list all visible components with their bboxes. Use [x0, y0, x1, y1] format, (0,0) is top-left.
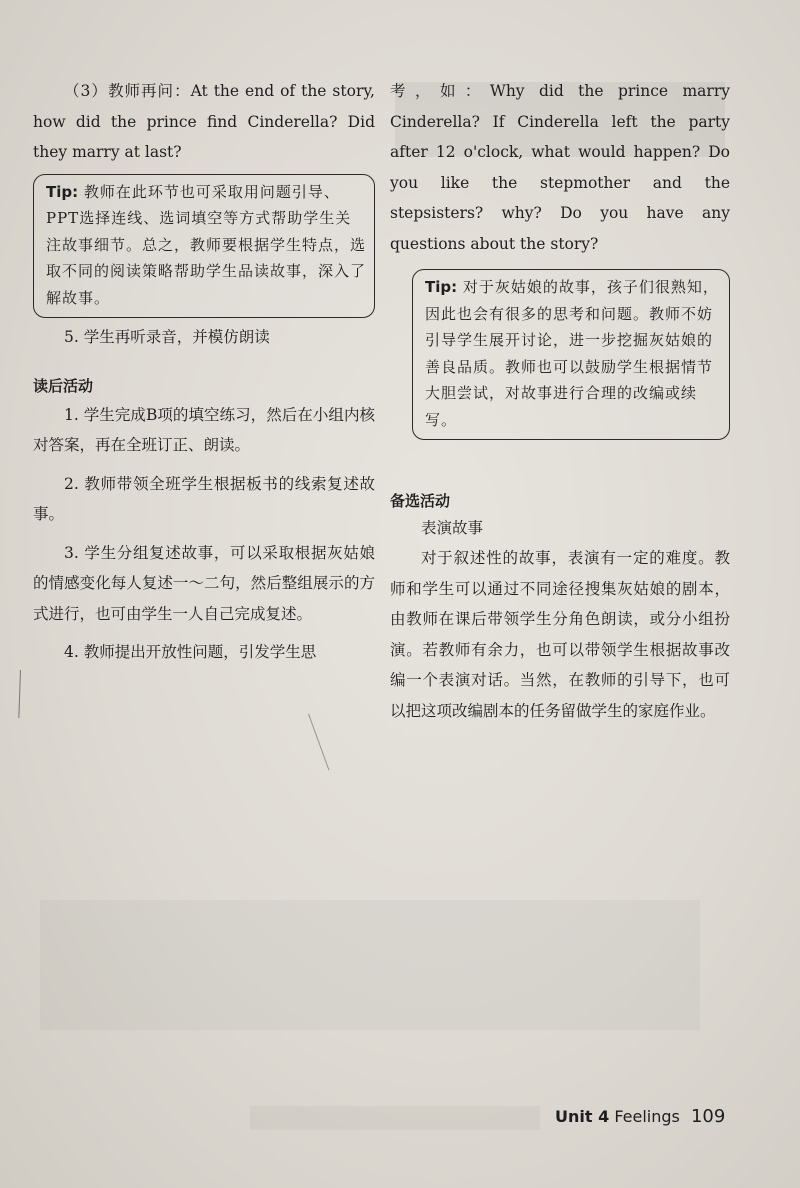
bleed-through-footer: [250, 1106, 540, 1130]
tip-label: Tip:: [46, 182, 79, 201]
left-column: [33, 76, 375, 668]
paragraph-listen-imitate: 5. 学生再听录音，并模仿朗读: [64, 328, 270, 346]
paragraph-step-1: 1. 学生完成B项的填空练习，然后在小组内核对答案，再在全班订正、朗读。: [33, 405, 375, 454]
paragraph-teacher-question: （3）教师再问：At the end of the story, how did the prince find Cinderella? Did they marry at last?: [33, 82, 375, 161]
paragraph-step-2: 2. 教师带领全班学生根据板书的线索复述故事。: [33, 474, 375, 523]
page-scratch-mark: [18, 670, 21, 718]
paragraph-step-4: 4. 教师提出开放性问题，引发学生思: [64, 643, 317, 661]
bleed-through-block: [40, 900, 700, 1030]
paragraph-open-questions: 考，如：Why did the prince marry Cinderella? If Cinderella left the party after 12 o'clock, what would happen? Do you like the stepmother and the stepsisters? why? Do you have any questions about the story?: [390, 82, 730, 253]
paragraph-step-3: 3. 学生分组复述故事，可以采取根据灰姑娘的情感变化每人复述一～二句，然后整组展示的方式进行，也可由学生一人自己完成复述。: [33, 543, 375, 623]
tip-text: 教师在此环节也可采取用问题引导、PPT选择连线、选词填空等方式帮助学生关注故事细节。总之，教师要根据学生特点，选取不同的阅读策略帮助学生品读故事，深入了解故事。: [46, 182, 367, 307]
page-scratch-mark: [308, 714, 329, 771]
page-number: 109: [690, 1106, 726, 1127]
tip-box-reading-strategy: [33, 174, 375, 319]
footer-unit-title: Feelings: [614, 1107, 680, 1126]
tip-box-discussion: [412, 269, 730, 440]
tip-label: Tip:: [425, 278, 458, 296]
subheading-perform-story: 表演故事: [421, 519, 484, 537]
section-heading-post-reading: 读后活动: [33, 376, 94, 395]
paragraph-performance: 对于叙述性的故事，表演有一定的难度。教师和学生可以通过不同途径搜集灰姑娘的剧本，由教师在课后带领学生分角色朗读，或分小组扮演。若教师有余力，也可以带领学生根据故事改编一个表演对话。当然，在教师的引导下，也可以把这项改编剧本的任务留做学生的家庭作业。: [390, 549, 730, 720]
page-footer: [555, 1106, 725, 1127]
tip-text: 对于灰姑娘的故事，孩子们很熟知，因此也会有很多的思考和问题。教师不妨引导学生展开讨论，进一步挖掘灰姑娘的善良品质。教师也可以鼓励学生根据情节大胆尝试，对故事进行合理的改编或续写。: [425, 278, 719, 429]
section-heading-optional-activity: 备选活动: [390, 492, 451, 510]
footer-unit-label: Unit 4: [555, 1107, 610, 1126]
right-column: [390, 76, 730, 726]
